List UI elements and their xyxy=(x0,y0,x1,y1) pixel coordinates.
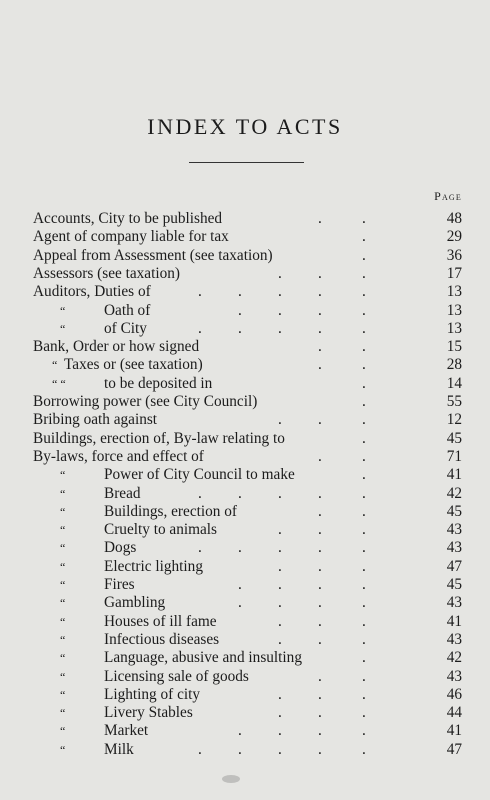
index-entry: Agent of company liable for tax . 29 xyxy=(33,228,462,246)
entry-page-number: 43 xyxy=(446,521,462,539)
index-entry: “ Taxes or (see taxation) . . 28 xyxy=(52,356,462,374)
entry-page-number: 17 xyxy=(446,264,462,282)
index-entry: “ Cruelty to animals . . . 43 xyxy=(60,521,462,539)
ditto-mark: “ xyxy=(60,724,66,739)
index-entry: “ “ to be deposited in . 14 xyxy=(52,374,462,392)
index-entry: “ Bread . . . . . 42 xyxy=(60,484,462,502)
entry-text: Licensing sale of goods xyxy=(104,667,249,685)
entry-text: Language, abusive and insulting xyxy=(104,649,302,667)
index-entry: “ Livery Stables . . . 44 xyxy=(60,704,462,722)
index-entry: “ Gambling . . . . 43 xyxy=(60,594,462,612)
entry-page-number: 43 xyxy=(446,539,462,557)
entry-page-number: 14 xyxy=(446,374,462,392)
entry-text: Bank, Order or how signed xyxy=(33,338,200,356)
entry-text: Gambling xyxy=(104,594,166,612)
entry-page-number: 36 xyxy=(446,246,462,264)
ditto-mark: “ xyxy=(60,541,66,556)
entry-text: Power of City Council to make xyxy=(104,466,295,484)
entry-text: Buildings, erection of xyxy=(104,502,237,520)
entry-page-number: 41 xyxy=(446,466,462,484)
entry-text: Livery Stables xyxy=(104,704,193,722)
entry-text: Electric lighting xyxy=(104,557,203,575)
entry-page-number: 28 xyxy=(446,356,462,374)
entry-page-number: 41 xyxy=(446,612,462,630)
ink-smudge xyxy=(222,775,240,783)
entry-page-number: 71 xyxy=(446,447,462,465)
index-entry: “ Market . . . . 41 xyxy=(60,722,462,740)
entry-page-number: 45 xyxy=(446,502,462,520)
ditto-mark: “ xyxy=(60,614,66,629)
entry-page-number: 12 xyxy=(446,411,462,429)
entry-text: Taxes or (see taxation) xyxy=(64,356,203,374)
page-title: INDEX TO ACTS xyxy=(147,114,343,139)
entry-text: to be deposited in xyxy=(104,374,213,392)
entry-page-number: 47 xyxy=(446,557,462,575)
ditto-mark: “ xyxy=(60,578,66,592)
entry-text: Market xyxy=(104,722,149,740)
index-entry: Borrowing power (see City Council) . 55 xyxy=(33,393,462,410)
ditto-mark: “ xyxy=(60,706,66,721)
entry-text: Buildings, erection of, By-law relating to xyxy=(33,429,285,447)
entry-text: Bribing oath against xyxy=(33,411,158,429)
index-entry: Bribing oath against . . . 12 xyxy=(33,411,462,429)
entry-page-number: 47 xyxy=(446,740,462,758)
index-entry: “ Buildings, erection of . . 45 xyxy=(60,502,462,520)
index-entry: “ Infectious diseases . . . 43 xyxy=(60,630,462,648)
page-column-heading: Page xyxy=(434,189,462,203)
index-entry: Appeal from Assessment (see taxation) . 36 xyxy=(33,246,462,264)
entry-text: Cruelty to animals xyxy=(104,521,218,539)
index-entry: “ Power of City Council to make . 41 xyxy=(60,466,462,484)
entry-page-number: 44 xyxy=(446,704,462,722)
entry-page-number: 43 xyxy=(446,594,462,612)
ditto-mark: “ xyxy=(60,669,66,684)
entry-text: Assessors (see taxation) xyxy=(33,264,180,282)
entry-text: Appeal from Assessment (see taxation) xyxy=(33,246,273,264)
index-entry: By-laws, force and effect of . . 71 xyxy=(33,447,462,465)
ditto-mark: “ xyxy=(60,687,66,702)
ditto-mark: “ xyxy=(60,632,66,647)
entry-text: Auditors, Duties of xyxy=(33,283,151,301)
entry-page-number: 29 xyxy=(446,228,462,246)
ditto-mark: “ xyxy=(60,303,66,318)
ditto-mark: “ xyxy=(60,486,66,501)
ditto-mark: “ xyxy=(60,742,66,757)
index-entry: “ Milk . . . . . 47 xyxy=(60,740,462,758)
index-entry: Auditors, Duties of . . . . . 13 xyxy=(33,283,462,301)
entry-text: Infectious diseases xyxy=(104,630,220,648)
index-entry: “ Lighting of city . . . 46 xyxy=(60,685,462,703)
ditto-mark: “ “ xyxy=(52,376,66,391)
entry-text: Oath of xyxy=(104,301,151,319)
entry-text: By-laws, force and effect of xyxy=(33,447,204,465)
entry-text: Borrowing power (see City Council) xyxy=(33,393,258,410)
entry-text: Bread xyxy=(104,484,141,502)
entry-page-number: 15 xyxy=(446,338,462,356)
entry-page-number: 55 xyxy=(446,393,462,410)
entry-text: of City xyxy=(104,319,147,337)
ditto-mark: “ xyxy=(60,559,66,574)
entry-text: Accounts, City to be published xyxy=(33,210,223,227)
entry-text: Agent of company liable for tax xyxy=(33,228,229,246)
index-entry: “ Electric lighting . . . 47 xyxy=(60,557,462,575)
index-entry: “ Dogs . . . . . 43 xyxy=(60,539,462,557)
entry-page-number: 41 xyxy=(446,722,462,740)
title-rule xyxy=(189,162,304,163)
ditto-mark: “ xyxy=(60,596,66,611)
ditto-mark: “ xyxy=(60,523,66,538)
index-entry: “ Houses of ill fame . . . 41 xyxy=(60,612,462,630)
entry-text: Milk xyxy=(104,740,134,758)
entry-page-number: 43 xyxy=(446,630,462,648)
entry-page-number: 48 xyxy=(446,210,462,227)
entry-page-number: 13 xyxy=(446,283,462,301)
entry-page-number: 13 xyxy=(446,319,462,337)
entry-page-number: 45 xyxy=(446,429,462,447)
entry-page-number: 42 xyxy=(446,484,462,502)
entry-page-number: 46 xyxy=(446,685,462,703)
index-entry: “ Fires . . . . 45 xyxy=(60,576,462,593)
ditto-mark: “ xyxy=(60,651,66,666)
ditto-mark: “ xyxy=(60,504,66,519)
index-entry: Assessors (see taxation) . . . 17 xyxy=(33,264,462,282)
index-entry: Buildings, erection of, By-law relating to . 45 xyxy=(33,429,462,447)
entry-page-number: 45 xyxy=(446,576,462,593)
ditto-mark: “ xyxy=(60,321,66,336)
entry-text: Dogs xyxy=(104,539,137,557)
index-entry: “ Language, abusive and insulting . 42 xyxy=(60,649,462,667)
entry-text: Lighting of city xyxy=(104,685,201,703)
index-entry: “ of City . . . . . 13 xyxy=(60,319,462,337)
entry-page-number: 42 xyxy=(446,649,462,667)
index-entry: “ Oath of . . . . 13 xyxy=(60,301,462,319)
entry-text: Fires xyxy=(104,576,135,593)
ditto-mark: “ xyxy=(60,468,66,483)
index-entry: Bank, Order or how signed . . 15 xyxy=(33,338,462,356)
entry-page-number: 13 xyxy=(446,301,462,319)
entry-text: Houses of ill fame xyxy=(104,612,217,630)
index-entry: Accounts, City to be published . . 48 xyxy=(33,210,462,227)
ditto-mark: “ xyxy=(52,358,58,373)
entry-page-number: 43 xyxy=(446,667,462,685)
index-entry: “ Licensing sale of goods . . 43 xyxy=(60,667,462,685)
